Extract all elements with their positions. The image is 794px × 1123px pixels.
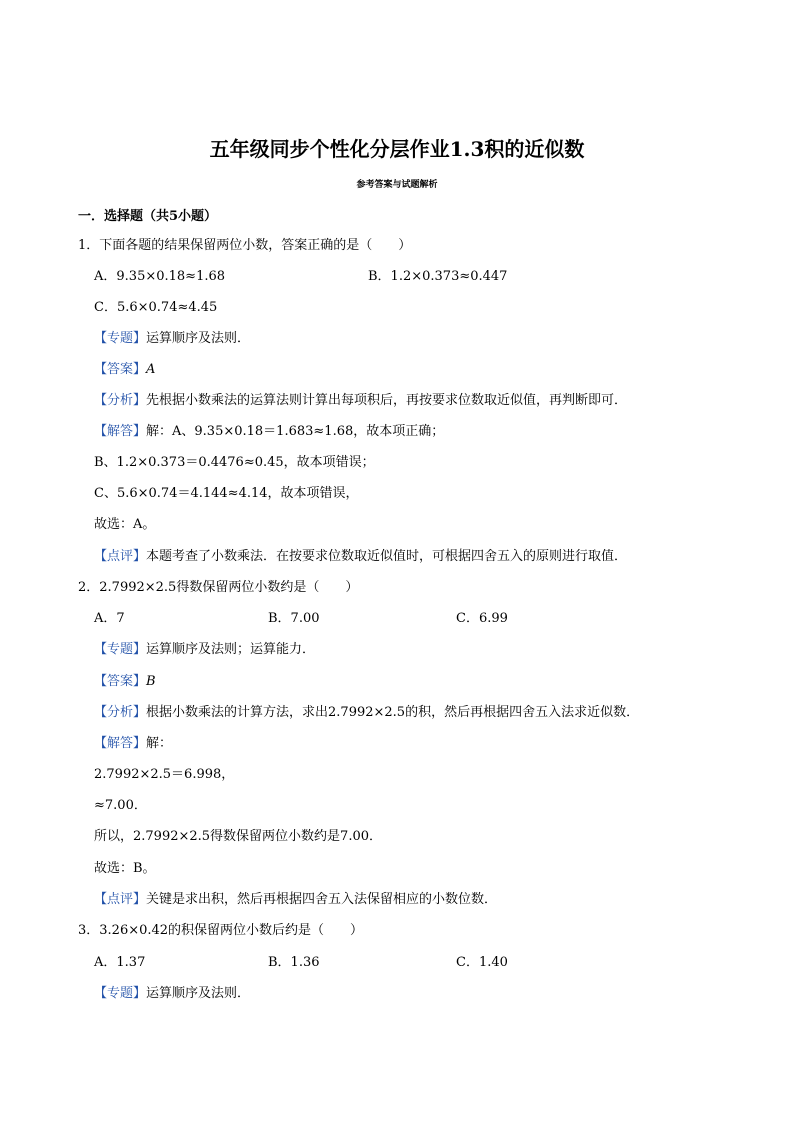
q2-option-c: C．6.99 (456, 611, 508, 626)
q2-solution-line-3: ≈7.00． (94, 798, 147, 813)
q2-comment-text: 关键是求出积，然后再根据四舍五入法保留相应的小数位数． (146, 892, 498, 907)
q1-answer (94, 361, 155, 379)
q2-answer (94, 673, 156, 691)
q1-topic (94, 330, 250, 348)
q2-solution (94, 735, 172, 753)
q1-option-a: A．9.35×0.18≈1.68 (94, 269, 226, 284)
answer-tag: 【答案】 (94, 362, 147, 377)
q2-solution-line-4: 所以，2.7992×2.5得数保留两位小数约是7.00． (94, 829, 382, 844)
q1-comment (94, 548, 627, 566)
q3-option-b: B．1.36 (268, 955, 320, 970)
q1-solution (94, 423, 444, 441)
q2-solution-line-1: 解： (146, 736, 173, 751)
q2-answer-text: B (146, 674, 156, 689)
q2-option-b: B．7.00 (268, 611, 320, 626)
q2-stem: 2．2.7992×2.5得数保留两位小数约是（ ） (78, 580, 359, 595)
q1-analysis-text: 先根据小数乘法的运算法则计算出每项积后，再按要求位数取近似值，再判断即可． (146, 393, 628, 408)
q3-option-a: A．1.37 (94, 955, 146, 970)
page-subtitle: 参考答案与试题解析 (356, 180, 438, 190)
q3-topic (94, 985, 250, 1003)
q1-answer-text: A (146, 362, 156, 377)
solution-tag: 【解答】 (94, 736, 147, 751)
q2-topic-text: 运算顺序及法则；运算能力． (146, 642, 316, 657)
q2-comment (94, 891, 497, 909)
q1-solution-line-3: C、5.6×0.74＝4.144≈4.14，故本项错误， (94, 486, 359, 501)
q1-topic-text: 运算顺序及法则． (146, 331, 251, 346)
q2-solution-line-2: 2.7992×2.5＝6.998， (94, 767, 235, 782)
section-heading: 一．选择题（共5小题） (78, 209, 218, 224)
topic-tag: 【专题】 (94, 986, 147, 1001)
q3-option-c: C．1.40 (456, 955, 508, 970)
q1-option-c: C．5.6×0.74≈4.45 (94, 300, 218, 315)
q2-analysis-text: 根据小数乘法的计算方法，求出2.7992×2.5的积，然后再根据四舍五入法求近似数． (146, 705, 640, 720)
q1-solution-line-4: 故选：A。 (94, 517, 156, 532)
analysis-tag: 【分析】 (94, 705, 147, 720)
q1-option-b: B．1.2×0.373≈0.447 (368, 269, 508, 284)
q1-solution-line-1: 解：A、9.35×0.18＝1.683≈1.68，故本项正确； (146, 424, 445, 439)
q2-analysis (94, 704, 639, 722)
q2-option-a: A．7 (94, 611, 125, 626)
q2-topic (94, 641, 315, 659)
solution-tag: 【解答】 (94, 424, 147, 439)
q3-topic-text: 运算顺序及法则． (146, 986, 251, 1001)
topic-tag: 【专题】 (94, 331, 147, 346)
q3-stem: 3．3.26×0.42的积保留两位小数后约是（ ） (78, 923, 364, 938)
q1-stem: 1．下面各题的结果保留两位小数，答案正确的是（ ） (78, 238, 412, 253)
answer-tag: 【答案】 (94, 674, 147, 689)
page-title: 五年级同步个性化分层作业1.3积的近似数 (209, 137, 585, 161)
topic-tag: 【专题】 (94, 642, 147, 657)
q1-comment-text: 本题考查了小数乘法．在按要求位数取近似值时，可根据四舍五入的原则进行取值． (146, 549, 628, 564)
analysis-tag: 【分析】 (94, 393, 147, 408)
q1-analysis (94, 392, 627, 410)
comment-tag: 【点评】 (94, 892, 147, 907)
q1-solution-line-2: B、1.2×0.373＝0.4476≈0.45，故本项错误； (94, 455, 375, 470)
q2-solution-line-5: 故选：B。 (94, 861, 156, 876)
comment-tag: 【点评】 (94, 549, 147, 564)
